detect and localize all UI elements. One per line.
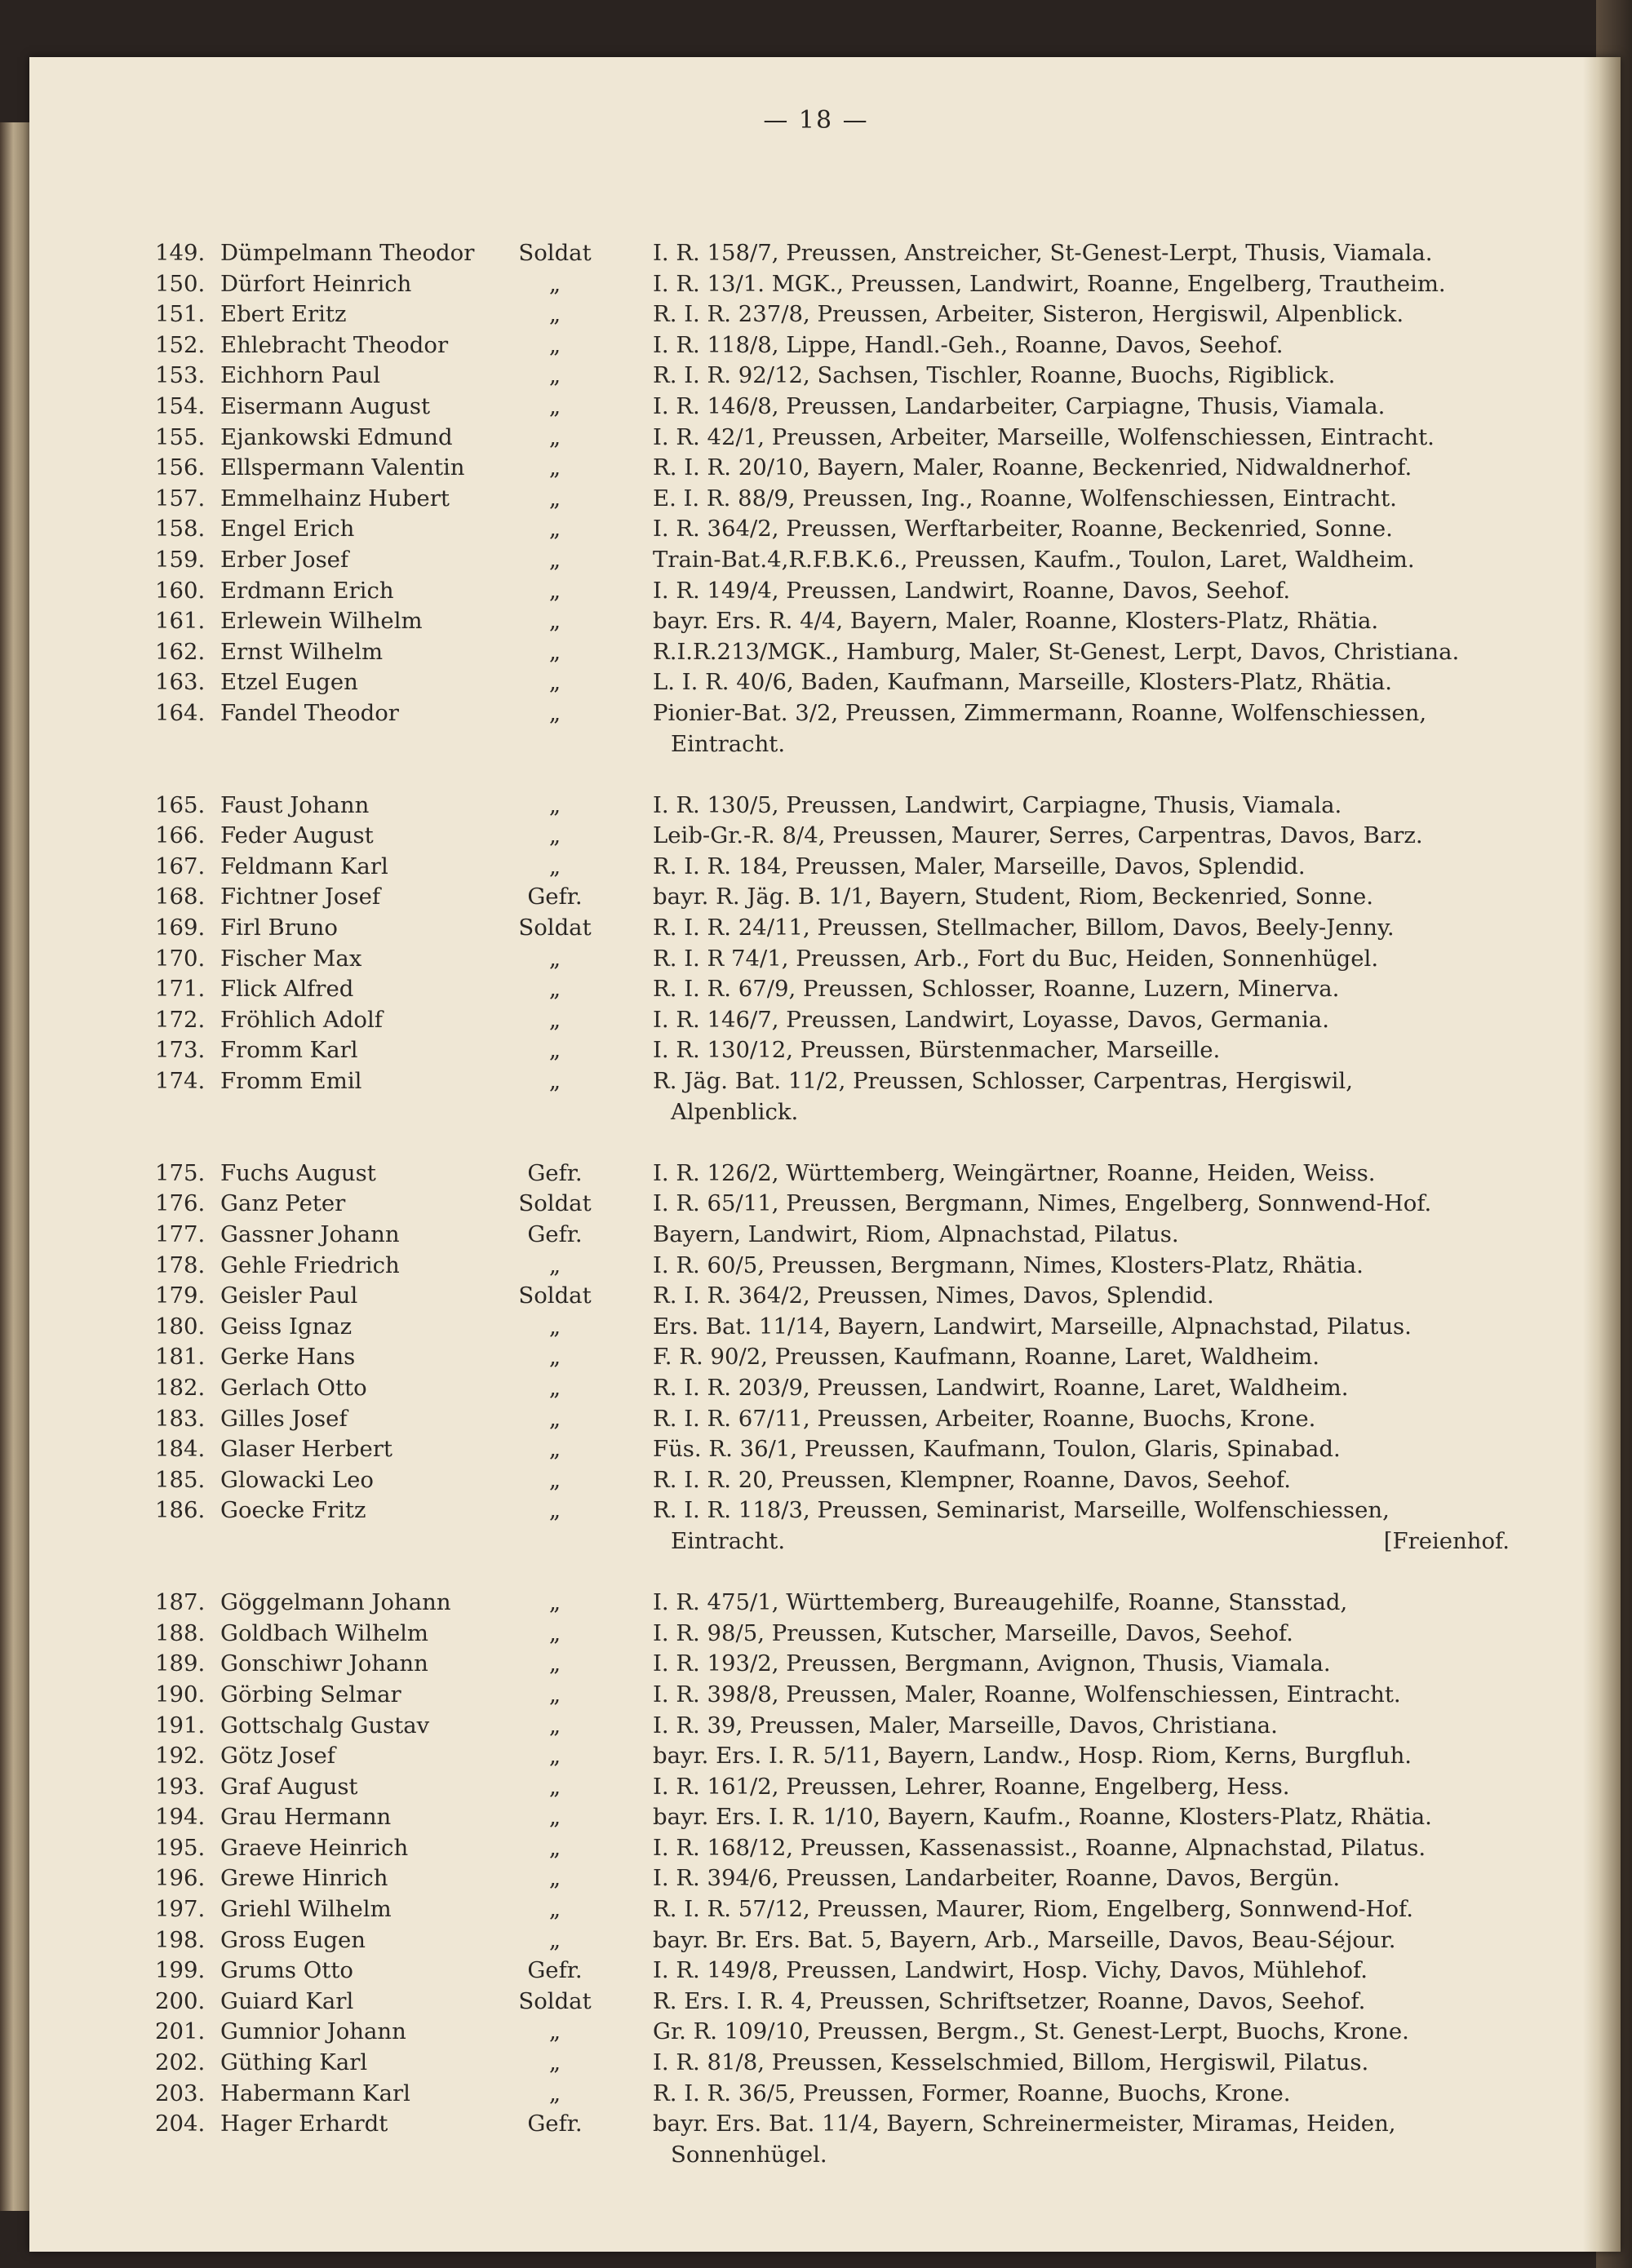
entry-name: Ernst Wilhelm: [220, 638, 384, 665]
entry-name: Gassner Johann: [220, 1221, 400, 1247]
list-entry: [155, 2048, 1510, 2079]
entry-number: 188.: [155, 1619, 206, 1646]
entry-number: 196.: [155, 1865, 206, 1892]
entry-name: Görbing Selmar: [220, 1681, 401, 1708]
entry-details: R. I. R. 67/9, Preussen, Schlosser, Roanne, Luzern, Minerva.: [653, 976, 1340, 1003]
entry-details: I. R. 65/11, Preussen, Bergmann, Nimes, Engelberg, Sonnwend-Hof.: [653, 1190, 1432, 1217]
entry-rank: „: [548, 1773, 561, 1800]
entry-details: I. R. 81/8, Preussen, Kesselschmied, Billom, Hergiswil, Pilatus.: [653, 2049, 1369, 2076]
list-entry: [155, 484, 1510, 515]
entry-details: I. R. 146/7, Preussen, Landwirt, Loyasse, Davos, Germania.: [653, 1006, 1329, 1033]
entry-details: I. R. 130/5, Preussen, Landwirt, Carpiagne, Thusis, Viamala.: [653, 791, 1342, 818]
list-entry: [155, 1404, 1510, 1435]
entry-name: Götz Josef: [220, 1743, 335, 1770]
entry-rank: „: [548, 976, 561, 1003]
entry-number: 172.: [155, 1006, 206, 1033]
entry-number: 159.: [155, 546, 206, 573]
list-entry: [155, 514, 1510, 545]
entry-number: 185.: [155, 1466, 206, 1493]
entry-name: Göggelmann Johann: [220, 1589, 451, 1616]
entry-details: bayr. Ers. I. R. 5/11, Bayern, Landw., Hosp. Riom, Kerns, Burgfluh.: [653, 1743, 1412, 1770]
list-entry: [155, 760, 1510, 821]
entry-rank: „: [548, 1466, 561, 1493]
entry-number: 171.: [155, 976, 206, 1003]
list-entry: [155, 1495, 1510, 1526]
list-entry: [155, 1863, 1510, 1894]
entry-name: Firl Bruno: [220, 915, 338, 941]
entry-rank: „: [548, 1374, 561, 1401]
entry-number: 149.: [155, 240, 206, 266]
entry-rank: „: [548, 485, 561, 512]
entry-rank: „: [548, 638, 561, 665]
entry-number: 195.: [155, 1834, 206, 1861]
entry-details: I. R. 130/12, Preussen, Bürstenmacher, Marseille.: [653, 1037, 1221, 1064]
list-entry: [155, 1925, 1510, 1956]
list-entry: [155, 1434, 1510, 1465]
entry-rank: „: [548, 608, 561, 635]
entry-details: bayr. Ers. I. R. 1/10, Bayern, Kaufm., Roanne, Klosters-Platz, Rhätia.: [653, 1804, 1432, 1831]
entry-details: I. R. 126/2, Württemberg, Weingärtner, Roanne, Heiden, Weiss.: [653, 1159, 1376, 1186]
entry-details: Leib-Gr.-R. 8/4, Preussen, Maurer, Serres, Carpentras, Davos, Barz.: [653, 822, 1423, 849]
list-entry: [155, 453, 1510, 484]
list-entry: [155, 269, 1510, 300]
entry-details: I. R. 98/5, Preussen, Kutscher, Marseille, Davos, Seehof.: [653, 1619, 1293, 1646]
entry-details: bayr. Ers. Bat. 11/4, Bayern, Schreinermeister, Miramas, Heiden,: [653, 2111, 1396, 2137]
entry-number: 199.: [155, 1957, 206, 1984]
list-entry: [155, 882, 1510, 913]
entry-continuation: [155, 729, 1510, 760]
entry-name: Gehle Friedrich: [220, 1251, 400, 1278]
list-entry: [155, 1741, 1510, 1772]
entry-name: Flick Alfred: [220, 976, 354, 1003]
entry-rank: Soldat: [518, 1987, 592, 2014]
entry-name: Habermann Karl: [220, 2080, 410, 2106]
entry-name: Goldbach Wilhelm: [220, 1619, 429, 1646]
list-entry: [155, 1220, 1510, 1251]
entry-rank: „: [548, 516, 561, 543]
entry-name: Fuchs August: [220, 1159, 376, 1186]
entry-details: I. R. 161/2, Preussen, Lehrer, Roanne, Engelberg, Hess.: [653, 1773, 1290, 1800]
entry-rank: „: [548, 1926, 561, 1953]
entry-number: 182.: [155, 1374, 206, 1401]
entry-name: Gonschiwr Johann: [220, 1650, 428, 1677]
entry-name: Goecke Fritz: [220, 1497, 366, 1524]
entry-number: 202.: [155, 2049, 206, 2076]
entry-number: 177.: [155, 1221, 206, 1247]
entry-rank: „: [548, 577, 561, 604]
entry-rank: Soldat: [518, 915, 592, 941]
entry-number: 193.: [155, 1773, 206, 1800]
entry-details: Füs. R. 36/1, Preussen, Kaufmann, Toulon, Glaris, Spinabad.: [653, 1436, 1341, 1463]
entry-details: R. I. R. 57/12, Preussen, Maurer, Riom, Engelberg, Sonnwend-Hof.: [653, 1896, 1413, 1923]
entry-details: R. I. R. 237/8, Preussen, Arbeiter, Sisteron, Hergiswil, Alpenblick.: [653, 301, 1404, 328]
entry-number: 167.: [155, 853, 206, 879]
entry-number: 176.: [155, 1190, 206, 1217]
entry-rank: Gefr.: [527, 1957, 583, 1984]
entry-details: R. Ers. I. R. 4, Preussen, Schriftsetzer, Roanne, Davos, Seehof.: [653, 1987, 1366, 2014]
entry-rank: „: [548, 1896, 561, 1923]
entry-details: R. I. R. 67/11, Preussen, Arbeiter, Roanne, Buochs, Krone.: [653, 1405, 1316, 1432]
entry-name: Ejankowski Edmund: [220, 423, 453, 450]
entry-rank: „: [548, 423, 561, 450]
entry-rank: „: [548, 1712, 561, 1739]
entry-details: R. Jäg. Bat. 11/2, Preussen, Schlosser, Carpentras, Hergiswil,: [653, 1068, 1353, 1095]
continuation-indent: [155, 1097, 612, 1128]
entry-details: E. I. R. 88/9, Preussen, Ing., Roanne, Wolfenschiessen, Eintracht.: [653, 485, 1397, 512]
entry-name: Emmelhainz Hubert: [220, 485, 450, 512]
list-entry: [155, 1772, 1510, 1803]
entry-rank: „: [548, 791, 561, 818]
entry-number: 158.: [155, 516, 206, 543]
entry-number: 187.: [155, 1589, 206, 1616]
list-entry: [155, 1557, 1510, 1619]
entry-number: 175.: [155, 1159, 206, 1186]
entry-number: 155.: [155, 423, 206, 450]
entry-number: 156.: [155, 454, 206, 481]
list-entry: [155, 1711, 1510, 1742]
entry-details: R. I. R. 36/5, Preussen, Former, Roanne, Buochs, Krone.: [653, 2080, 1291, 2106]
entry-name: Fichtner Josef: [220, 884, 381, 910]
entry-rank: „: [548, 1405, 561, 1432]
entry-details: I. R. 158/7, Preussen, Anstreicher, St-Genest-Lerpt, Thusis, Viamala.: [653, 240, 1433, 266]
entry-number: 183.: [155, 1405, 206, 1432]
entry-details: I. R. 168/12, Preussen, Kassenassist., Roanne, Alpnachstad, Pilatus.: [653, 1834, 1426, 1861]
entry-number: 162.: [155, 638, 206, 665]
entry-details: R. I. R. 203/9, Preussen, Landwirt, Roanne, Laret, Waldheim.: [653, 1374, 1349, 1401]
entry-details: I. R. 118/8, Lippe, Handl.-Geh., Roanne, Davos, Seehof.: [653, 331, 1284, 358]
entry-rank: „: [548, 1497, 561, 1524]
entry-rank: „: [548, 270, 561, 297]
entry-details: Bayern, Landwirt, Riom, Alpnachstad, Pilatus.: [653, 1221, 1179, 1247]
entry-rank: Gefr.: [527, 884, 583, 910]
entry-details: bayr. R. Jäg. B. 1/1, Bayern, Student, Riom, Beckenried, Sonne.: [653, 884, 1374, 910]
list-entry: [155, 637, 1510, 668]
entry-name: Erdmann Erich: [220, 577, 394, 604]
entry-details: R.I.R.213/MGK., Hamburg, Maler, St-Genest, Lerpt, Davos, Christiana.: [653, 638, 1460, 665]
entry-number: 164.: [155, 699, 206, 726]
entry-rank: Soldat: [518, 240, 592, 266]
list-entry: [155, 2109, 1510, 2140]
entry-rank: „: [548, 1804, 561, 1831]
entry-number: 203.: [155, 2080, 206, 2106]
entry-details: I. R. 398/8, Preussen, Maler, Roanne, Wolfenschiessen, Eintracht.: [653, 1681, 1401, 1708]
entry-number: 169.: [155, 915, 206, 941]
list-entry: [155, 1894, 1510, 1925]
entry-number: 192.: [155, 1743, 206, 1770]
entry-name: Grewe Hinrich: [220, 1865, 388, 1892]
entry-rank: Soldat: [518, 1190, 592, 1217]
entry-name: Eichhorn Paul: [220, 362, 381, 389]
list-entry: [155, 667, 1510, 698]
entry-name: Glaser Herbert: [220, 1436, 392, 1463]
entry-number: 190.: [155, 1681, 206, 1708]
entry-rank: „: [548, 392, 561, 419]
entry-name: Ebert Eritz: [220, 301, 347, 328]
entry-rank: „: [548, 2018, 561, 2045]
entry-rank: Gefr.: [527, 1159, 583, 1186]
list-entry: [155, 974, 1510, 1005]
entry-rank: „: [548, 362, 561, 389]
entry-details: F. R. 90/2, Preussen, Kaufmann, Roanne, Laret, Waldheim.: [653, 1344, 1319, 1371]
entry-name: Hager Erhardt: [220, 2111, 388, 2137]
entry-number: 189.: [155, 1650, 206, 1677]
entry-number: 179.: [155, 1282, 206, 1309]
entry-rank: „: [548, 1619, 561, 1646]
list-entry: [155, 238, 1510, 269]
book-left-edge: [0, 122, 29, 2211]
list-entry: [155, 1281, 1510, 1312]
entry-details-continued: Sonnenhügel.: [671, 2141, 827, 2168]
entry-name: Geisler Paul: [220, 1282, 358, 1309]
list-entry: [155, 545, 1510, 576]
entry-rank: „: [548, 2049, 561, 2076]
list-entry: [155, 1987, 1510, 2018]
entry-details: R. I. R. 364/2, Preussen, Nimes, Davos, Splendid.: [653, 1282, 1214, 1309]
entry-details: Train-Bat.4,R.F.B.K.6., Preussen, Kaufm., Toulon, Laret, Waldheim.: [653, 546, 1415, 573]
entry-rank: „: [548, 1681, 561, 1708]
list-entry: [155, 1342, 1510, 1373]
entry-rank: „: [548, 1037, 561, 1064]
entry-number: 200.: [155, 1987, 206, 2014]
entry-name: Gross Eugen: [220, 1926, 366, 1953]
entry-name: Etzel Eugen: [220, 669, 358, 696]
entry-name: Ganz Peter: [220, 1190, 346, 1217]
list-entry: [155, 821, 1510, 852]
entry-name: Gerlach Otto: [220, 1374, 367, 1401]
list-entry: [155, 392, 1510, 423]
list-entry: [155, 606, 1510, 637]
continuation-indent: [155, 729, 612, 760]
list-entry: [155, 1373, 1510, 1404]
entry-number: 186.: [155, 1497, 206, 1524]
entry-rank: „: [548, 546, 561, 573]
list-entry: [155, 852, 1510, 883]
entry-name: Guiard Karl: [220, 1987, 354, 2014]
entry-name: Glowacki Leo: [220, 1466, 374, 1493]
list-entry: [155, 944, 1510, 975]
entry-number: 160.: [155, 577, 206, 604]
entry-rank: „: [548, 1006, 561, 1033]
continuation-indent: [155, 1526, 612, 1557]
entry-name: Dümpelmann Theodor: [220, 240, 475, 266]
list-entry: [155, 361, 1510, 392]
entry-details: R. I. R. 118/3, Preussen, Seminarist, Marseille, Wolfenschiessen,: [653, 1497, 1390, 1524]
entry-continuation: [155, 1097, 1510, 1128]
list-entry: [155, 2079, 1510, 2110]
entry-rank: „: [548, 1251, 561, 1278]
entry-rank: „: [548, 822, 561, 849]
entry-name: Fromm Karl: [220, 1037, 358, 1064]
entry-name: Erlewein Wilhelm: [220, 608, 423, 635]
entry-number: 204.: [155, 2111, 206, 2137]
entry-name: Fromm Emil: [220, 1068, 362, 1095]
entry-name: Geiss Ignaz: [220, 1313, 353, 1340]
entry-details: R. I. R 74/1, Preussen, Arb., Fort du Buc, Heiden, Sonnenhügel.: [653, 945, 1379, 972]
entry-name: Feder August: [220, 822, 374, 849]
entry-number: 191.: [155, 1712, 206, 1739]
entry-details: I. R. 146/8, Preussen, Landarbeiter, Carpiagne, Thusis, Viamala.: [653, 392, 1386, 419]
entry-rank: Soldat: [518, 1282, 592, 1309]
entry-number: 152.: [155, 331, 206, 358]
entry-details: I. R. 394/6, Preussen, Landarbeiter, Roanne, Davos, Bergün.: [653, 1865, 1341, 1892]
list-entry: [155, 2017, 1510, 2048]
entry-details-overflow: [Freienhof.: [1383, 1527, 1510, 1554]
entry-rank: „: [548, 1436, 561, 1463]
entry-number: 184.: [155, 1436, 206, 1463]
list-entry: [155, 1312, 1510, 1343]
entry-name: Grums Otto: [220, 1957, 353, 1984]
entry-number: 163.: [155, 669, 206, 696]
entry-number: 154.: [155, 392, 206, 419]
entry-number: 157.: [155, 485, 206, 512]
entry-number: 153.: [155, 362, 206, 389]
entry-rank: „: [548, 1834, 561, 1861]
entry-name: Faust Johann: [220, 791, 370, 818]
entry-rank: „: [548, 331, 561, 358]
entry-continuation: [155, 2140, 1510, 2171]
entry-rank: „: [548, 853, 561, 879]
entry-details: R. I. R. 92/12, Sachsen, Tischler, Roanne, Buochs, Rigiblick.: [653, 362, 1336, 389]
entry-details-continued: Alpenblick.: [671, 1098, 799, 1125]
entry-details: R. I. R. 184, Preussen, Maler, Marseille, Davos, Splendid.: [653, 853, 1306, 879]
entry-details: bayr. Ers. R. 4/4, Bayern, Maler, Roanne, Klosters-Platz, Rhätia.: [653, 608, 1379, 635]
entry-number: 170.: [155, 945, 206, 972]
entry-rank: „: [548, 1068, 561, 1095]
entry-name: Gilles Josef: [220, 1405, 348, 1432]
entry-rank: „: [548, 1313, 561, 1340]
entry-details: L. I. R. 40/6, Baden, Kaufmann, Marseille, Klosters-Platz, Rhätia.: [653, 669, 1393, 696]
entry-name: Eisermann August: [220, 392, 431, 419]
entry-number: 166.: [155, 822, 206, 849]
entry-rank: „: [548, 1650, 561, 1677]
list-entry: [155, 1127, 1510, 1189]
list-entry: [155, 1833, 1510, 1864]
entry-name: Dürfort Heinrich: [220, 270, 412, 297]
entry-rank: „: [548, 1743, 561, 1770]
list-entry: [155, 423, 1510, 454]
entry-number: 197.: [155, 1896, 206, 1923]
entry-continuation: [155, 1526, 1510, 1557]
entry-name: Gerke Hans: [220, 1344, 356, 1371]
entry-details: I. R. 193/2, Preussen, Bergmann, Avignon, Thusis, Viamala.: [653, 1650, 1331, 1677]
entry-rank: „: [548, 669, 561, 696]
entry-details: I. R. 13/1. MGK., Preussen, Landwirt, Roanne, Engelberg, Trautheim.: [653, 270, 1446, 297]
list-entry: [155, 1251, 1510, 1282]
entry-number: 151.: [155, 301, 206, 328]
entry-rank: Gefr.: [527, 1221, 583, 1247]
entry-name: Fandel Theodor: [220, 699, 399, 726]
entry-details: I. R. 42/1, Preussen, Arbeiter, Marseille, Wolfenschiessen, Eintracht.: [653, 423, 1435, 450]
entry-details: R. I. R. 20, Preussen, Klempner, Roanne, Davos, Seehof.: [653, 1466, 1291, 1493]
list-entry: [155, 576, 1510, 607]
list-entry: [155, 1465, 1510, 1496]
entry-name: Feldmann Karl: [220, 853, 388, 879]
entry-number: 181.: [155, 1344, 206, 1371]
entry-number: 168.: [155, 884, 206, 910]
list-entry: [155, 299, 1510, 330]
entry-number: 178.: [155, 1251, 206, 1278]
entry-details: I. R. 475/1, Württemberg, Bureaugehilfe, Roanne, Stansstad,: [653, 1589, 1348, 1616]
entry-number: 201.: [155, 2018, 206, 2045]
list-entry: [155, 913, 1510, 944]
entry-name: Gottschalg Gustav: [220, 1712, 430, 1739]
page-number: — 18 —: [763, 106, 869, 135]
entry-name: Erber Josef: [220, 546, 349, 573]
entry-details: Gr. R. 109/10, Preussen, Bergm., St. Genest-Lerpt, Buochs, Krone.: [653, 2018, 1409, 2045]
entry-details: R. I. R. 24/11, Preussen, Stellmacher, Billom, Davos, Beely-Jenny.: [653, 915, 1395, 941]
entry-name: Gumnior Johann: [220, 2018, 406, 2045]
entry-rank: „: [548, 454, 561, 481]
entry-name: Graf August: [220, 1773, 358, 1800]
list-entry: [155, 1189, 1510, 1220]
entry-rank: „: [548, 1589, 561, 1616]
entry-name: Engel Erich: [220, 516, 355, 543]
entry-rank: „: [548, 945, 561, 972]
prisoner-list: [155, 238, 1510, 2170]
entry-name: Griehl Wilhelm: [220, 1896, 392, 1923]
entry-number: 198.: [155, 1926, 206, 1953]
list-entry: [155, 1066, 1510, 1097]
entry-name: Ellspermann Valentin: [220, 454, 465, 481]
entry-number: 165.: [155, 791, 206, 818]
entry-details: I. R. 39, Preussen, Maler, Marseille, Davos, Christiana.: [653, 1712, 1278, 1739]
list-entry: [155, 1802, 1510, 1833]
list-entry: [155, 1035, 1510, 1066]
entry-rank: „: [548, 1344, 561, 1371]
entry-details: R. I. R. 20/10, Bayern, Maler, Roanne, Beckenried, Nidwaldnerhof.: [653, 454, 1412, 481]
list-entry: [155, 1005, 1510, 1036]
entry-details: Pionier-Bat. 3/2, Preussen, Zimmermann, Roanne, Wolfenschiessen,: [653, 699, 1427, 726]
list-entry: [155, 698, 1510, 729]
entry-name: Fischer Max: [220, 945, 362, 972]
entry-details: bayr. Br. Ers. Bat. 5, Bayern, Arb., Marseille, Davos, Beau-Séjour.: [653, 1926, 1396, 1953]
entry-number: 194.: [155, 1804, 206, 1831]
entry-name: Fröhlich Adolf: [220, 1006, 383, 1033]
entry-details: I. R. 364/2, Preussen, Werftarbeiter, Roanne, Beckenried, Sonne.: [653, 516, 1393, 543]
entry-name: Güthing Karl: [220, 2049, 368, 2076]
entry-details-continued: Eintracht.: [671, 730, 786, 757]
entry-details: I. R. 60/5, Preussen, Bergmann, Nimes, Klosters-Platz, Rhätia.: [653, 1251, 1364, 1278]
entry-number: 180.: [155, 1313, 206, 1340]
continuation-indent: [155, 2140, 612, 2171]
entry-name: Ehlebracht Theodor: [220, 331, 449, 358]
page-gutter: [1583, 57, 1621, 2252]
entry-details: Ers. Bat. 11/14, Bayern, Landwirt, Marseille, Alpnachstad, Pilatus.: [653, 1313, 1412, 1340]
entry-rank: „: [548, 301, 561, 328]
list-entry: [155, 1619, 1510, 1650]
entry-number: 150.: [155, 270, 206, 297]
entry-rank: „: [548, 2080, 561, 2106]
entry-number: 174.: [155, 1068, 206, 1095]
entry-rank: Gefr.: [527, 2111, 583, 2137]
entry-number: 161.: [155, 608, 206, 635]
entry-rank: „: [548, 1865, 561, 1892]
entry-name: Graeve Heinrich: [220, 1834, 409, 1861]
list-entry: [155, 1956, 1510, 1987]
entry-details: I. R. 149/4, Preussen, Landwirt, Roanne, Davos, Seehof.: [653, 577, 1291, 604]
entry-rank: „: [548, 699, 561, 726]
entry-name: Grau Hermann: [220, 1804, 392, 1831]
list-entry: [155, 330, 1510, 361]
list-entry: [155, 1680, 1510, 1711]
list-entry: [155, 1649, 1510, 1680]
entry-details-continued: Eintracht.: [671, 1527, 786, 1554]
entry-number: 173.: [155, 1037, 206, 1064]
entry-details: I. R. 149/8, Preussen, Landwirt, Hosp. Vichy, Davos, Mühlehof.: [653, 1957, 1368, 1984]
